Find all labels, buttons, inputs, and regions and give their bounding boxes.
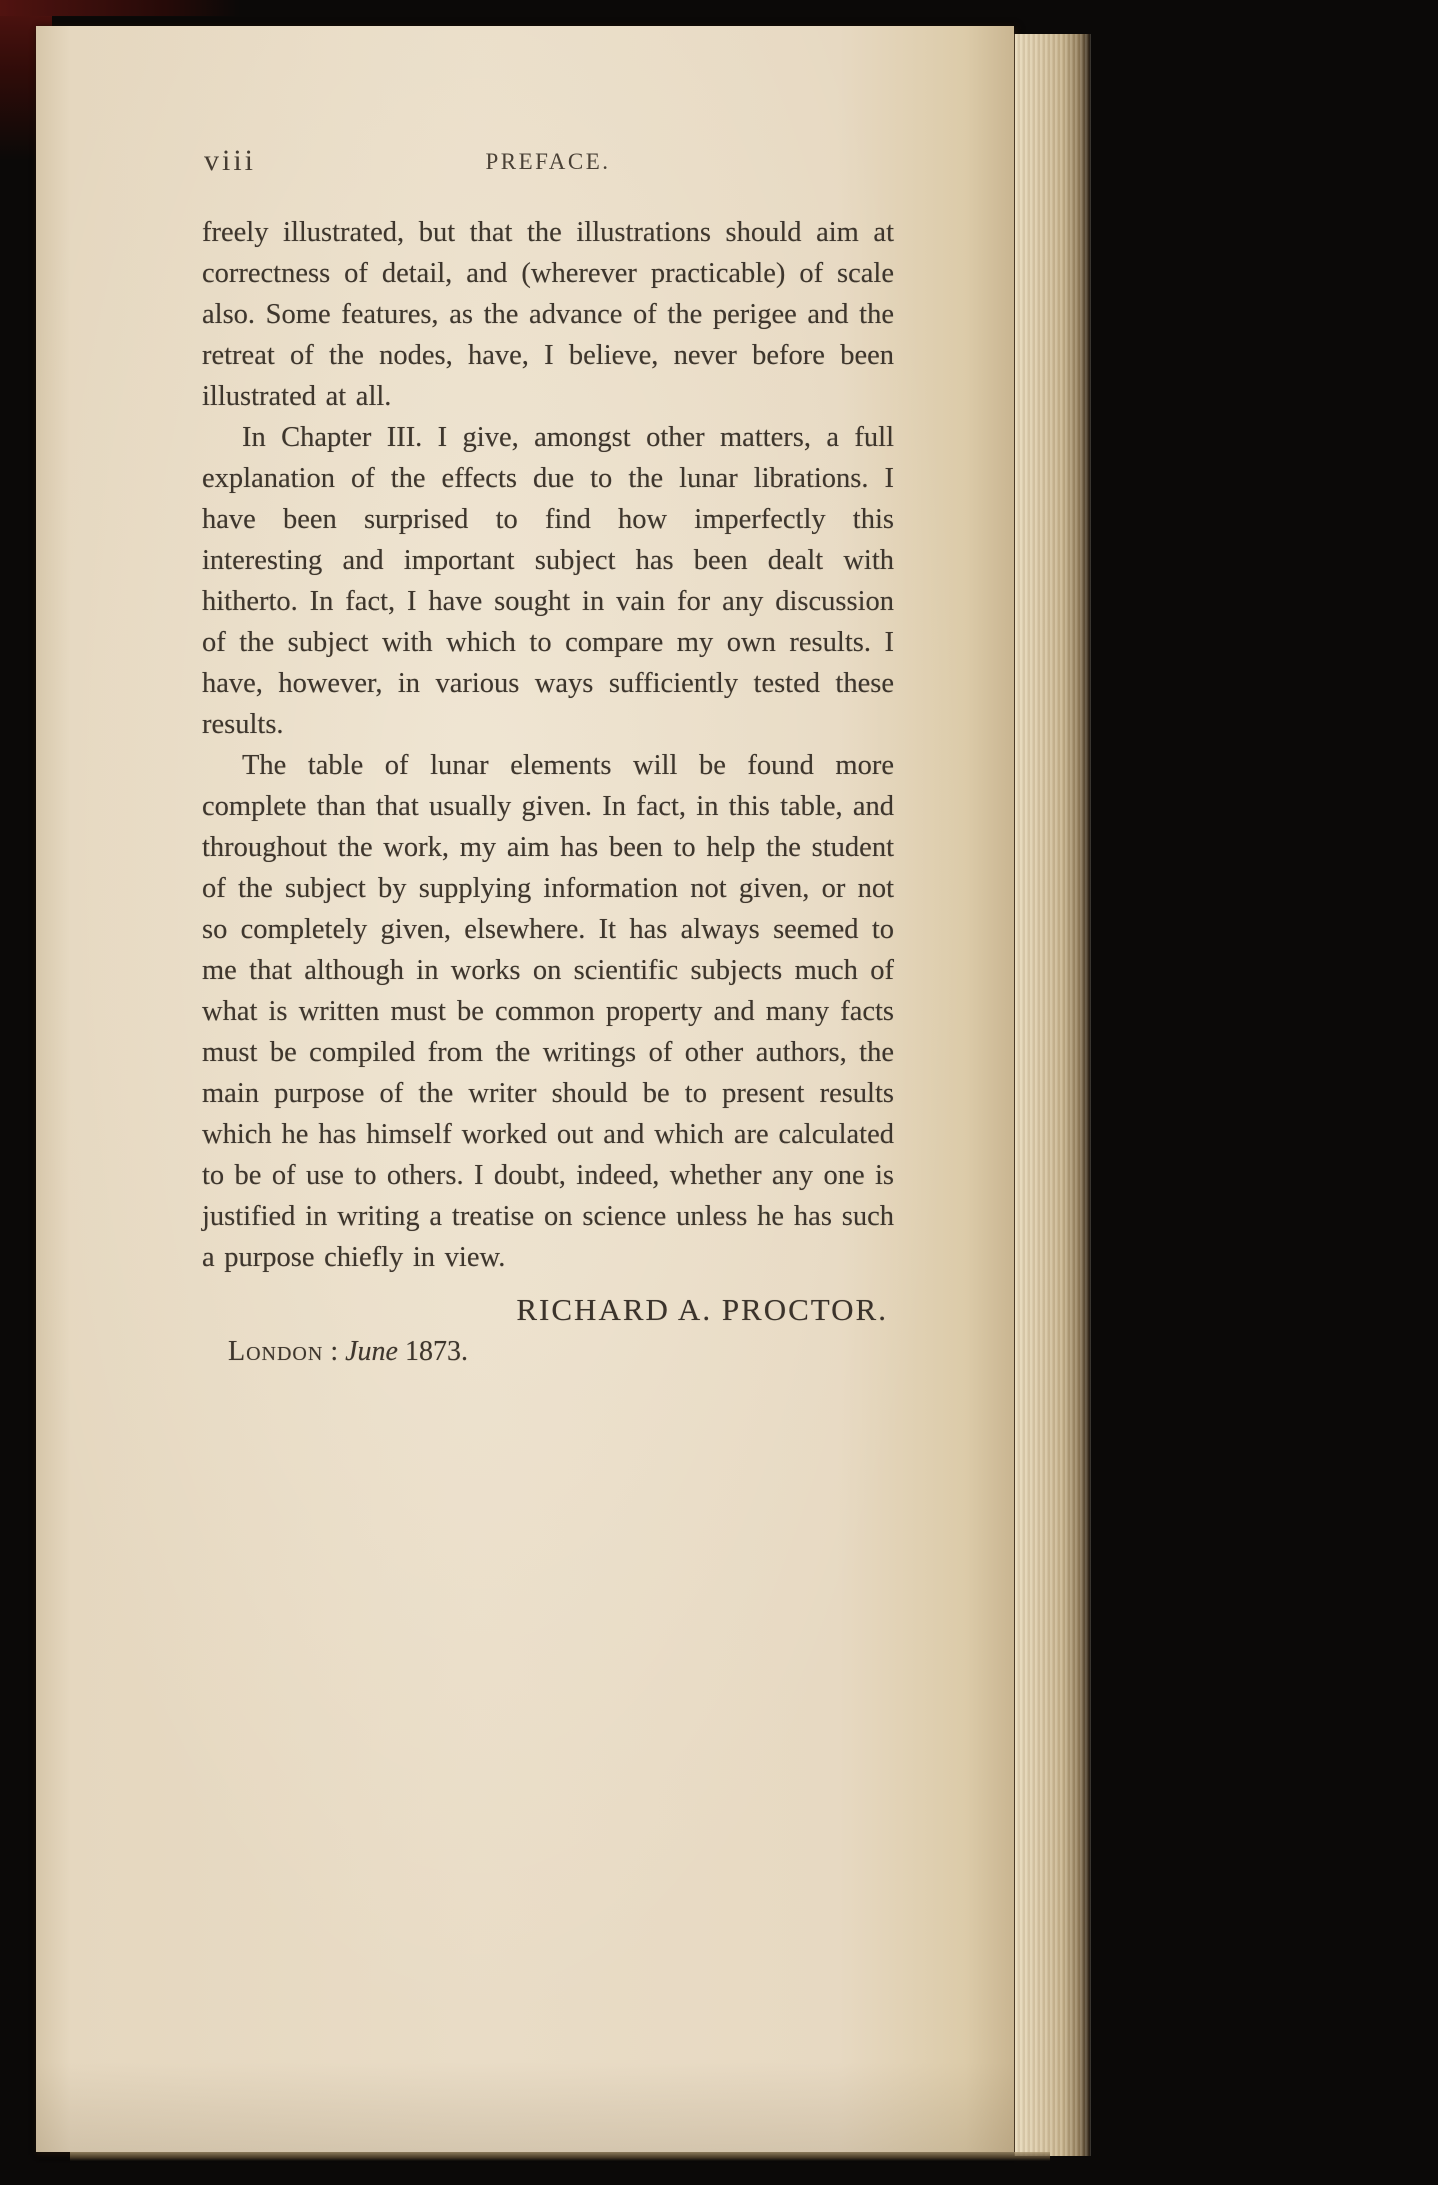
running-header: PREFACE. — [485, 149, 611, 174]
body-text — [202, 212, 894, 1278]
paragraph-continuation: freely illustrated, but that the illustrations should aim at correctness of detail, and (wherever practicable) of scale also. Some features, as the advance of the perigee and the retreat of the nodes, have, I believe, never before been illustrated at all. — [202, 217, 894, 412]
author-signature: RICHARD A. PROCTOR. — [516, 1292, 888, 1327]
dateline-month: June — [345, 1336, 398, 1367]
scan-top-tint — [0, 0, 240, 16]
paragraph-chapter-three: In Chapter III. I give, amongst other matters, a full explanation of the effects due to the lunar librations. I have been surprised to find how imperfectly this interesting and important subject has been dealt with hitherto. In fact, I have sought in vain for any discussion of the subject with which to compare my own results. I have, however, in various ways sufficiently tested these results. — [202, 422, 894, 740]
paragraph-lunar-table: The table of lunar elements will be found more complete than that usually given. In fact, in this table, and throughout the work, my aim has been to help the student of the subject by supplying information not given, or not so completely given, elsewhere. It has always seemed to me that although in works on scientific subjects much of what is written must be common property and many facts must be compiled from the writings of other authors, the main purpose of the writer should be to present results which he has himself worked out and which are calculated to be of use to others. I doubt, indeed, whether any one is justified in writing a treatise on science unless he has such a purpose chiefly in view. — [202, 750, 894, 1273]
dateline — [202, 1336, 894, 1368]
book-page — [36, 26, 1014, 2152]
page-fore-edge — [1014, 34, 1091, 2156]
page-header — [202, 142, 894, 182]
page-content — [202, 142, 894, 1368]
page-bottom-edge — [70, 2152, 1050, 2161]
page-number: viii — [204, 144, 257, 177]
dateline-location: London — [228, 1336, 324, 1367]
dateline-year: 1873. — [404, 1336, 468, 1367]
dateline-colon: : — [330, 1336, 339, 1367]
